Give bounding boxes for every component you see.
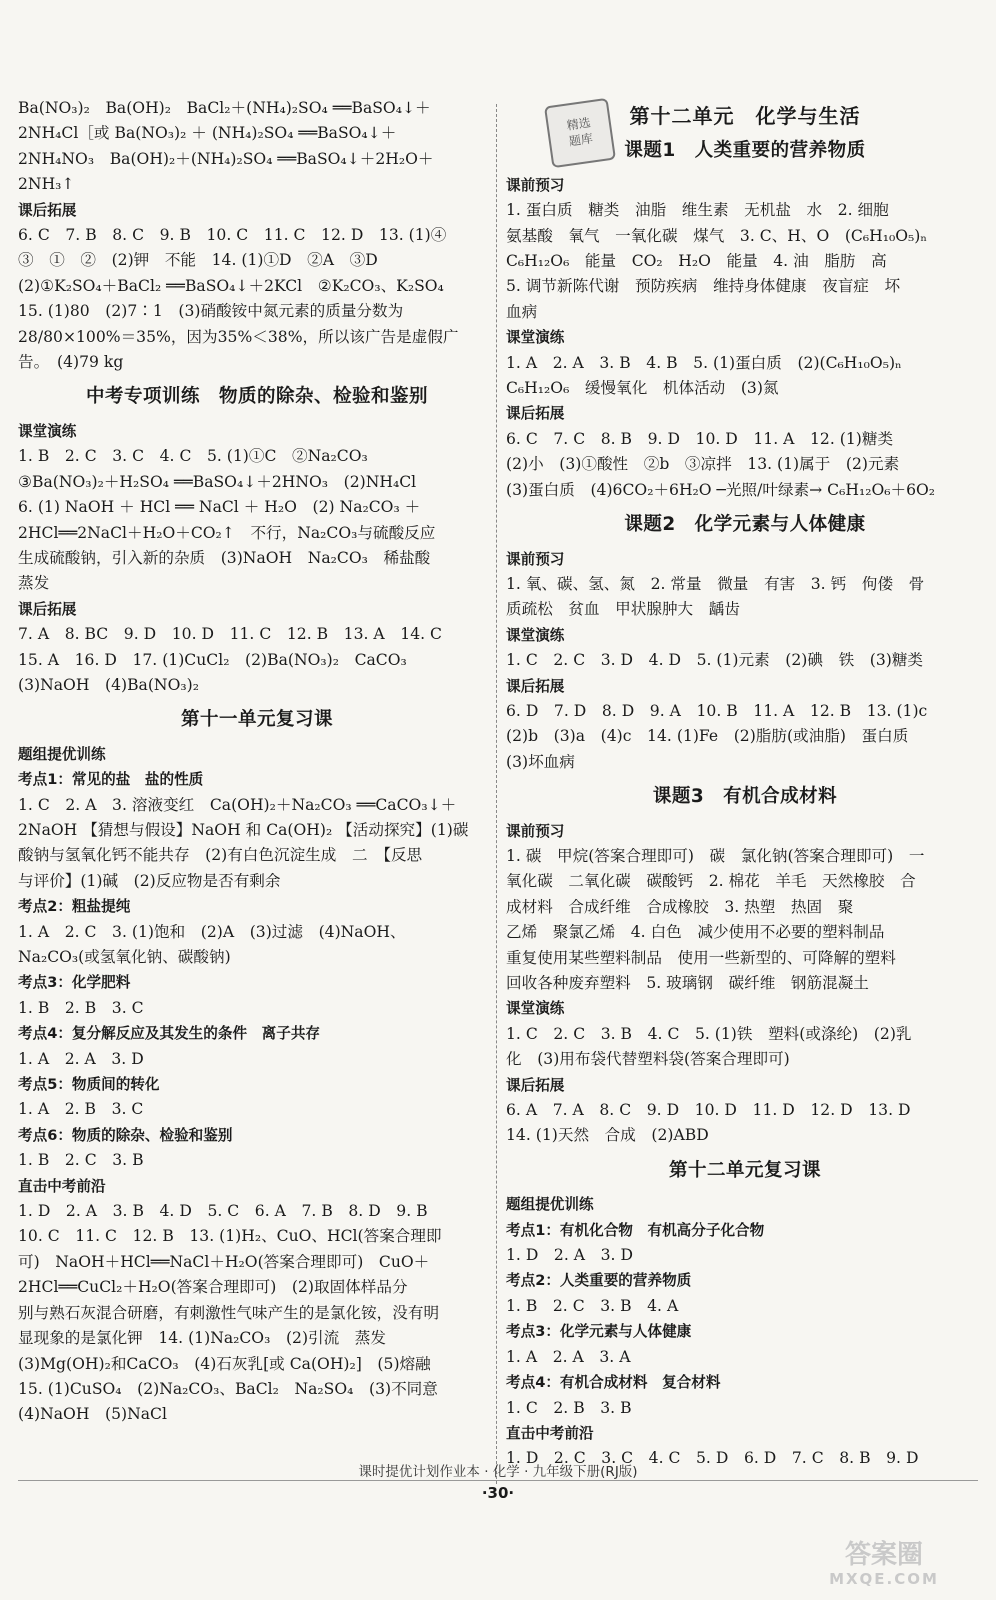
subsection-label: 直击中考前沿 (506, 1424, 594, 1442)
answer-line: 1. C 2. B 3. B (506, 1398, 632, 1417)
answer-line: 1. 碳 甲烷(答案合理即可) 碳 氯化钠(答案合理即可) 一 (506, 846, 925, 865)
answer-line: 1. C 2. A 3. 溶液变红 Ca(OH)₂＋Na₂CO₃ ══CaCO₃↓＋ (18, 795, 457, 814)
subsection-label: 考点6：物质的除杂、检验和鉴别 (18, 1126, 233, 1144)
answer-line: C₆H₁₂O₆ 能量 CO₂ H₂O 能量 4. 油 脂肪 高 (506, 252, 887, 271)
answer-line: 1. A 2. A 3. D (18, 1049, 144, 1068)
answer-line: 6. A 7. A 8. C 9. D 10. D 11. D 12. D 13. D (506, 1101, 911, 1120)
subsection-label: 课后拓展 (506, 677, 565, 695)
subsection-label: 课前预习 (506, 550, 565, 568)
watermark-top: 答案圈 (844, 1540, 923, 1570)
answer-line: 1. 蛋白质 糖类 油脂 维生素 无机盐 水 2. 细胞 (506, 201, 889, 220)
answer-line: 2NH₃↑ (18, 175, 75, 194)
answer-line: 2NH₄Cl［或 Ba(NO₃)₂ ＋ (NH₄)₂SO₄ ══BaSO₄↓＋ (18, 124, 397, 143)
answer-line: 5. 调节新陈代谢 预防疾病 维持身体健康 夜盲症 坏 (506, 277, 901, 296)
answer-line: 6. (1) NaOH ＋ HCl ══ NaCl ＋ H₂O (2) Na₂CO₃ ＋ (18, 498, 421, 517)
answer-line: 1. B 2. C 3. B (18, 1151, 144, 1170)
answer-line: (2)b (3)a (4)c 14. (1)Fe (2)脂肪(或油脂) 蛋白质 (506, 727, 909, 746)
answer-line: 显现象的是氯化钾 14. (1)Na₂CO₃ (2)引流 蒸发 (18, 1329, 386, 1348)
answer-line: (2)小 (3)①酸性 ②b ③凉拌 13. (1)属于 (2)元素 (506, 455, 900, 474)
answer-line: 别与熟石灰混合研磨，有刺激性气味产生的是氯化铵，没有明 (18, 1303, 440, 1322)
answer-line: 重复使用某些塑料制品 使用一些新型的、可降解的塑料 (506, 948, 896, 967)
answer-line: Na₂CO₃(或氢氧化钠、碳酸钠) (18, 948, 231, 966)
section-heading: 第十二单元复习课 (668, 1159, 821, 1181)
answer-line: 28/80×100%＝35%，因为35%＜38%，所以该广告是虚假广 (18, 327, 459, 346)
subsection-label: 课后拓展 (18, 201, 77, 219)
subsection-label: 直击中考前沿 (18, 1177, 106, 1195)
answer-line: 2HCl══CuCl₂＋H₂O(答案合理即可) (2)取固体样品分 (18, 1278, 408, 1297)
answer-line: 1. B 2. C 3. B 4. A (506, 1296, 679, 1315)
answer-line: 1. C 2. C 3. B 4. C 5. (1)铁 塑料(或涤纶) (2)乳 (506, 1024, 912, 1043)
answer-line: 1. A 2. A 3. A (506, 1347, 631, 1366)
answer-line: (4)NaOH (5)NaCl (18, 1405, 167, 1424)
subsection-label: 课后拓展 (506, 405, 565, 423)
section-heading: 第十一单元复习课 (180, 709, 333, 731)
subsection-label: 题组提优训练 (18, 745, 106, 763)
answer-line: 10. C 11. C 12. B 13. (1)H₂、CuO、HCl(答案合理即 (18, 1227, 442, 1246)
answer-line: 15. (1)80 (2)7∶1 (3)硝酸铵中氮元素的质量分数为 (18, 302, 404, 321)
answer-line: (3)NaOH (4)Ba(NO₃)₂ (18, 675, 199, 694)
left-column (18, 96, 496, 1428)
answer-line: 血病 (506, 302, 538, 321)
answer-line: 6. D 7. D 8. D 9. A 10. B 11. A 12. B 13. (1)c (506, 701, 928, 720)
answer-line: 1. B 2. B 3. C (18, 998, 144, 1017)
answer-line: ③Ba(NO₃)₂＋H₂SO₄ ══BaSO₄↓＋2HNO₃ (2)NH₄Cl (18, 472, 417, 491)
answer-line: 1. D 2. C 3. C 4. C 5. D 6. D 7. C 8. B 9. D (506, 1449, 919, 1468)
subsection-label: 考点1：常见的盐 盐的性质 (18, 771, 204, 789)
page-number: ·30· (481, 1484, 515, 1502)
footer-rule (18, 1480, 978, 1481)
subsection-label: 考点3：化学元素与人体健康 (506, 1323, 692, 1341)
subsection-label: 课后拓展 (506, 1076, 565, 1094)
subsection-label: 考点1：有机化合物 有机高分子化合物 (506, 1221, 765, 1239)
subsection-label: 考点4：复分解反应及其发生的条件 离子共存 (18, 1025, 321, 1043)
section-heading: 课题3 有机合成材料 (652, 786, 838, 808)
footer-book-title: 课时提优计划作业本 · 化学 · 九年级下册(RJ版) (358, 1464, 638, 1480)
answer-line: 氨基酸 氧气 一氧化碳 煤气 3. C、H、O (C₆H₁₀O₅)ₙ (506, 226, 928, 245)
answer-line: (2)①K₂SO₄＋BaCl₂ ══BaSO₄↓＋2KCl ②K₂CO₃、K₂SO₄ (18, 276, 444, 295)
answer-line: C₆H₁₂O₆ 缓慢氧化 机体活动 (3)氮 (506, 379, 779, 398)
answer-line: 1. A 2. A 3. B 4. B 5. (1)蛋白质 (2)(C₆H₁₀O₅)ₙ (506, 353, 902, 372)
answer-line: 1. D 2. A 3. D (506, 1246, 633, 1265)
unit-title: 第十二单元 化学与生活 (629, 104, 861, 128)
subsection-label: 考点3：化学肥料 (18, 974, 131, 992)
answer-line: 化 (3)用布袋代替塑料袋(答案合理即可) (506, 1050, 790, 1069)
subsection-label: 考点4：有机合成材料 复合材料 (506, 1374, 721, 1392)
subsection-label: 题组提优训练 (506, 1196, 594, 1214)
answer-line: 质疏松 贫血 甲状腺肿大 龋齿 (506, 600, 740, 619)
right-column (506, 104, 984, 1472)
answer-line: 2NH₄NO₃ Ba(OH)₂＋(NH₄)₂SO₄ ══BaSO₄↓＋2H₂O＋ (18, 149, 434, 168)
answer-line: 1. A 2. B 3. C (18, 1100, 144, 1119)
answer-line: Ba(NO₃)₂ Ba(OH)₂ BaCl₂＋(NH₄)₂SO₄ ══BaSO₄↓＋ (18, 99, 431, 117)
answer-line: 6. C 7. C 8. B 9. D 10. D 11. A 12. (1)糖类 (506, 429, 894, 448)
answer-line: 与评价】(1)碱 (2)反应物是否有剩余 (18, 871, 281, 890)
answer-line: (3)坏血病 (506, 752, 575, 771)
answer-line: 1. 氧、碳、氢、氮 2. 常量 微量 有害 3. 钙 佝偻 骨 (506, 574, 925, 593)
section-heading: 中考专项训练 物质的除杂、检验和鉴别 (85, 386, 428, 408)
answer-line: 15. (1)CuSO₄ (2)Na₂CO₃、BaCl₂ Na₂SO₄ (3)不同意 (18, 1379, 438, 1398)
answer-line: 酸钠与氢氧化钙不能共存 (2)有白色沉淀生成 二 【反思 (18, 846, 423, 865)
answer-line: 氧化碳 二氧化碳 碳酸钙 2. 棉花 羊毛 天然橡胶 合 (506, 872, 916, 891)
subsection-label: 课前预习 (506, 176, 565, 194)
subsection-label: 课堂演练 (506, 329, 565, 347)
answer-line: 2HCl══2NaCl＋H₂O＋CO₂↑ 不行，Na₂CO₃与硫酸反应 (18, 523, 436, 542)
answer-line: 6. C 7. B 8. C 9. B 10. C 11. C 12. D 13. (1)④ (18, 226, 447, 245)
answer-line: 生成硫酸钠，引入新的杂质 (3)NaOH Na₂CO₃ 稀盐酸 (18, 548, 431, 567)
answer-line: 7. A 8. BC 9. D 10. D 11. C 12. B 13. A 14. C (18, 625, 442, 644)
answer-line: 1. B 2. C 3. C 4. C 5. (1)①C ②Na₂CO₃ (18, 447, 368, 466)
answer-line: 1. D 2. A 3. B 4. D 5. C 6. A 7. B 8. D 9. B (18, 1202, 428, 1221)
answer-line: 乙烯 聚氯乙烯 4. 白色 减少使用不必要的塑料制品 (506, 923, 885, 942)
subsection-label: 考点2：人类重要的营养物质 (506, 1272, 692, 1290)
answer-line: ③ ① ② (2)钾 不能 14. (1)①D ②A ③D (18, 251, 378, 270)
answer-line: 15. A 16. D 17. (1)CuCl₂ (2)Ba(NO₃)₂ CaCO₃ (18, 650, 407, 669)
subsection-label: 考点5：物质间的转化 (18, 1076, 160, 1094)
section-heading: 课题1 人类重要的营养物质 (624, 140, 866, 162)
answer-line: 蒸发 (18, 574, 50, 593)
answer-line: 告。 (4)79 kg (18, 353, 124, 372)
answer-line: (3)Mg(OH)₂和CaCO₃ (4)石灰乳[或 Ca(OH)₂] (5)熔融 (18, 1354, 431, 1373)
column-divider (496, 104, 497, 1484)
watermark-bottom: MXQE.COM (829, 1570, 939, 1588)
answer-line: 回收各种废弃塑料 5. 玻璃钢 碳纤维 钢筋混凝土 (506, 974, 869, 992)
answer-line: 1. C 2. C 3. D 4. D 5. (1)元素 (2)碘 铁 (3)糖类 (506, 651, 924, 670)
watermark-logo (794, 1540, 974, 1590)
answer-line: (3)蛋白质 (4)6CO₂＋6H₂O ─光照/叶绿素→ C₆H₁₂O₆＋6O₂ (506, 480, 936, 499)
subsection-label: 课堂演练 (18, 422, 77, 440)
answer-line: 可) NaOH＋HCl══NaCl＋H₂O(答案合理即可) CuO＋ (18, 1252, 430, 1271)
subsection-label: 课后拓展 (18, 600, 77, 618)
stamp-seal: 精选 题库 (544, 98, 616, 168)
subsection-label: 课前预习 (506, 822, 565, 840)
answer-line: 成材料 合成纤维 合成橡胶 3. 热塑 热固 聚 (506, 897, 854, 916)
answer-line: 1. A 2. C 3. (1)饱和 (2)A (3)过滤 (4)NaOH、 (18, 922, 406, 941)
section-heading: 课题2 化学元素与人体健康 (624, 514, 866, 536)
subsection-label: 考点2：粗盐提纯 (18, 898, 131, 916)
answer-line: 2NaOH 【猜想与假设】NaOH 和 Ca(OH)₂ 【活动探究】(1)碳 (18, 820, 469, 839)
answer-line: 14. (1)天然 合成 (2)ABD (506, 1126, 709, 1145)
subsection-label: 课堂演练 (506, 626, 565, 644)
subsection-label: 课堂演练 (506, 1000, 565, 1018)
